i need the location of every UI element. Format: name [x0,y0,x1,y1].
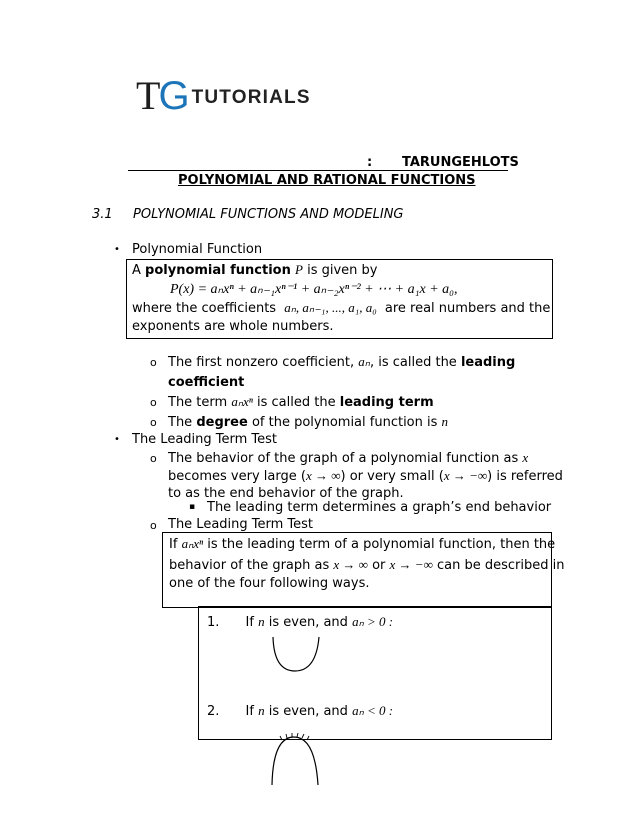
test-box-line-3: one of the four following ways. [169,576,370,591]
case-2-number: 2. [207,704,220,719]
leading-coefficient-bold-continued: coefficient [168,375,245,390]
downward-end-behavior-graph [266,727,326,787]
coefficients-prefix: where the coefficients [132,301,277,316]
case-1-number: 1. [207,615,220,630]
test-box-line-1 [169,536,555,552]
case-2-text: is even, and [268,704,348,719]
end-behavior-referred: ) is referred [487,469,563,484]
degree-bold: degree [196,415,248,430]
polynomial-formula: P(x) = aₙxⁿ + aₙ₋₁xⁿ⁻¹ + aₙ₋₂xⁿ⁻² + ⋯ + a₁x + a₀, [170,282,458,297]
bullet-icon: • [114,434,120,445]
x-to-negative-infinity-math: x → −∞ [443,468,488,483]
definition-prefix: A [132,263,146,278]
leading-coeff-bold: leading [460,355,516,370]
x-to-infinity-math: x → ∞ [305,468,341,483]
page-subtitle: POLYNOMIAL AND RATIONAL FUNCTIONS [178,173,476,188]
leading-term-note [168,394,434,410]
case-1 [207,614,393,630]
author-name: TARUNGEHLOTS [402,155,519,170]
box-or: or [372,558,386,573]
logo-letter-g: G [158,74,190,118]
definition-line [132,262,378,278]
end-behavior-subnote: The leading term determines a graph’s end behavior [207,500,552,515]
leading-term-mid: is called the [257,395,336,410]
coefficients-line [132,300,550,316]
leading-coeff-math: aₙ [358,354,370,369]
sub-bullet-icon: o [150,416,157,429]
box-line-1-text: is the leading term of a polynomial function, then the [207,537,556,552]
test-box-line-2 [169,557,564,573]
case-2-variable: n [258,703,265,718]
case-2-condition: aₙ < 0 : [352,703,394,718]
leading-term-test-box [162,532,565,608]
test-heading: The Leading Term Test [168,517,314,532]
sub-bullet-icon: o [150,519,157,532]
case-2 [207,703,393,719]
sub-bullet-icon: o [150,396,157,409]
definition-suffix: is given by [302,263,378,278]
leading-coeff-text: The first nonzero coefficient, [168,355,355,370]
end-behavior-variable: x [522,450,529,465]
degree-note [168,414,448,430]
section-title: POLYNOMIAL FUNCTIONS AND MODELING [133,207,404,222]
leading-coeff-mid: , is called the [369,355,457,370]
section-number: 3.1 [92,207,113,222]
square-bullet-icon: ▪ [189,502,196,512]
leading-term-text: The term [168,395,228,410]
cases-box [198,606,552,740]
box-x-to-infinity: x → ∞ [333,557,368,572]
case-1-condition: aₙ > 0 : [352,614,394,629]
bullet-icon: • [114,244,120,255]
leading-term-test-heading: The Leading Term Test [132,432,278,447]
leading-term-math: aₙxⁿ [231,394,253,409]
end-behavior-large: becomes very large ( [168,469,306,484]
degree-variable: n [441,414,449,429]
case-1-text: is even, and [268,615,348,630]
sub-bullet-icon: o [150,452,157,465]
poly-function-heading: Polynomial Function [132,242,263,257]
end-behavior-line-3: to as the end behavior of the graph. [168,486,404,501]
degree-mid: of the polynomial function is [251,415,438,430]
definition-variable: P [295,262,303,277]
box-line-2-end: can be described in [436,558,565,573]
end-behavior-line-2 [168,468,563,484]
box-if: If [169,537,178,552]
end-behavior-text: The behavior of the graph of a polynomial function as [168,451,519,466]
logo-letter-t: T [136,73,161,118]
end-behavior-line-1 [168,450,528,466]
upward-end-behavior-graph [269,635,325,677]
box-line-2-text: behavior of the graph as [169,558,330,573]
coefficients-math: aₙ, aₙ₋₁, ..., a₁, a₀ [284,300,377,315]
case-1-if: If [245,615,254,630]
author-separator: : [367,155,373,170]
tg-tutorials-logo [136,73,311,118]
logo-wordmark: TUTORIALS [191,87,311,108]
exponents-line: exponents are whole numbers. [132,319,334,334]
degree-text: The [168,415,193,430]
box-leading-term-math: aₙxⁿ [181,536,204,551]
definition-term: polynomial function [145,263,291,278]
leading-coefficient-note [168,354,515,370]
end-behavior-small: ) or very small ( [340,469,444,484]
case-1-variable: n [258,614,265,629]
coefficients-suffix: are real numbers and the [384,301,551,316]
box-x-to-negative-infinity: x → −∞ [389,557,433,572]
leading-term-bold: leading term [339,395,434,410]
case-2-if: If [245,704,254,719]
sub-bullet-icon: o [150,356,157,369]
polynomial-definition-box [126,259,553,339]
